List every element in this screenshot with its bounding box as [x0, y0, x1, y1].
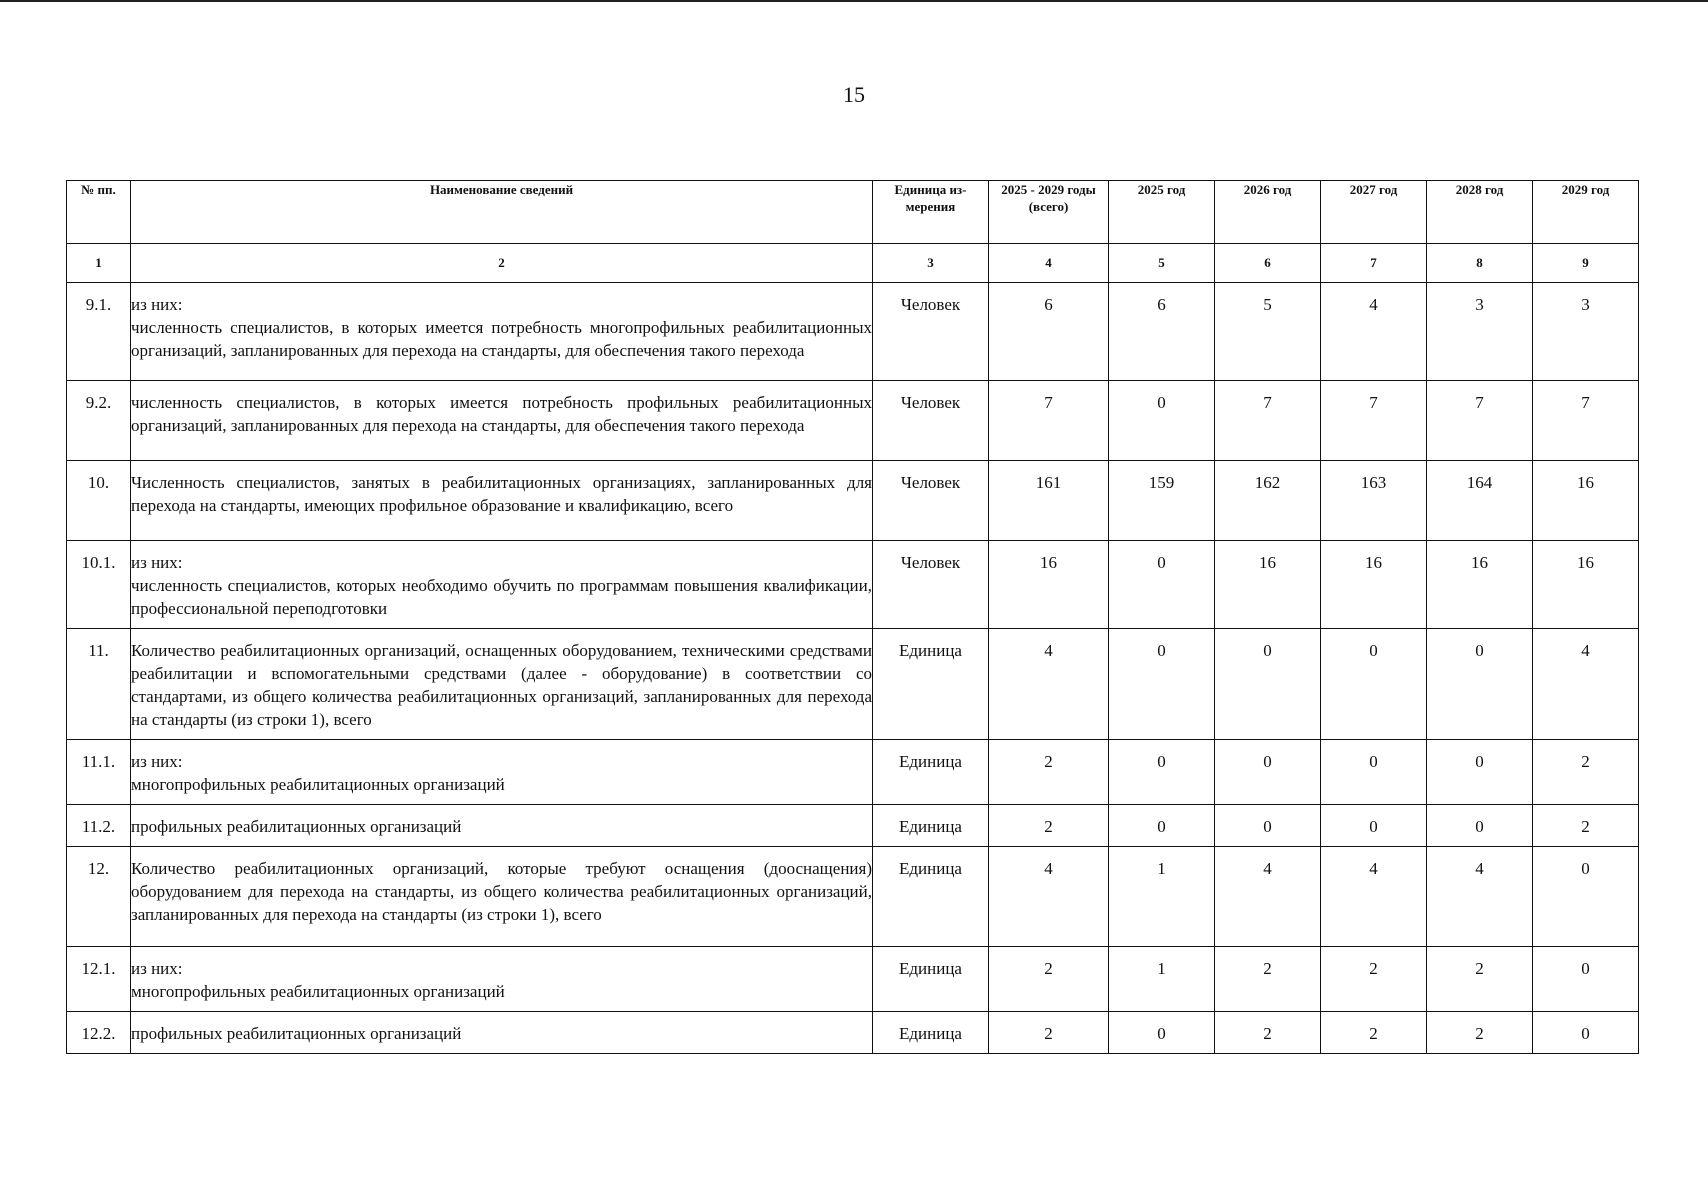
- row-number: 11.1.: [67, 740, 131, 805]
- row-value: 3: [1427, 283, 1533, 381]
- row-value: 1: [1109, 947, 1215, 1012]
- row-number: 9.1.: [67, 283, 131, 381]
- header-2026: 2026 год: [1215, 181, 1321, 244]
- row-name: из них: численность специалистов, которых необходимо обучить по программам повышения квалификации, профессиональной переподготовки: [131, 541, 873, 629]
- row-value: 163: [1321, 461, 1427, 541]
- column-number: 3: [873, 244, 989, 283]
- row-value: 16: [1533, 541, 1639, 629]
- row-value: 0: [1427, 740, 1533, 805]
- header-2027: 2027 год: [1321, 181, 1427, 244]
- row-value: 0: [1109, 1012, 1215, 1054]
- header-unit-label: Единица из-мерения: [894, 182, 967, 214]
- row-number: 10.: [67, 461, 131, 541]
- row-number: 10.1.: [67, 541, 131, 629]
- row-value: 4: [1533, 629, 1639, 740]
- row-unit: Единица: [873, 847, 989, 947]
- table-row: [67, 847, 1639, 947]
- row-value: 0: [1533, 847, 1639, 947]
- row-name: из них: многопрофильных реабилитационных организаций: [131, 947, 873, 1012]
- table-row: [67, 381, 1639, 461]
- column-number: 7: [1321, 244, 1427, 283]
- row-name: Количество реабилитационных организаций, которые требуют оснащения (дооснащения) оборудованием для перехода на стандарты, из общего количества реабилитационных организаций, запланированных для перехода на стандарты (из строки 1), всего: [131, 847, 873, 947]
- row-value: 161: [989, 461, 1109, 541]
- column-number: 5: [1109, 244, 1215, 283]
- row-value: 7: [1215, 381, 1321, 461]
- row-value: 16: [1427, 541, 1533, 629]
- row-number: 9.2.: [67, 381, 131, 461]
- row-unit: Единица: [873, 629, 989, 740]
- row-value: 0: [1215, 740, 1321, 805]
- column-number: 1: [67, 244, 131, 283]
- table-row: [67, 541, 1639, 629]
- row-value: 4: [1321, 847, 1427, 947]
- row-value: 2: [1321, 947, 1427, 1012]
- table-row: [67, 461, 1639, 541]
- header-2028: 2028 год: [1427, 181, 1533, 244]
- row-value: 16: [1533, 461, 1639, 541]
- table-row: [67, 629, 1639, 740]
- row-unit: Человек: [873, 541, 989, 629]
- row-value: 0: [1533, 1012, 1639, 1054]
- row-value: 7: [1321, 381, 1427, 461]
- row-unit: Человек: [873, 461, 989, 541]
- row-value: 0: [1427, 805, 1533, 847]
- row-value: 2: [1215, 1012, 1321, 1054]
- table-row: [67, 805, 1639, 847]
- row-value: 16: [1321, 541, 1427, 629]
- row-value: 162: [1215, 461, 1321, 541]
- row-unit: Человек: [873, 283, 989, 381]
- row-unit: Человек: [873, 381, 989, 461]
- row-value: 4: [1321, 283, 1427, 381]
- row-name: из них: многопрофильных реабилитационных организаций: [131, 740, 873, 805]
- row-unit: Единица: [873, 947, 989, 1012]
- data-table: [66, 180, 1639, 1054]
- row-value: 4: [1215, 847, 1321, 947]
- row-value: 2: [989, 1012, 1109, 1054]
- row-value: 7: [1427, 381, 1533, 461]
- row-value: 6: [1109, 283, 1215, 381]
- row-value: 0: [1109, 629, 1215, 740]
- row-unit: Единица: [873, 805, 989, 847]
- row-value: 0: [1109, 805, 1215, 847]
- row-value: 1: [1109, 847, 1215, 947]
- row-name: из них: численность специалистов, в которых имеется потребность многопрофильных реабилитационных организаций, запланированных для перехода на стандарты, для обеспечения такого перехода: [131, 283, 873, 381]
- row-value: 2: [1427, 1012, 1533, 1054]
- row-value: 7: [1533, 381, 1639, 461]
- row-value: 0: [1321, 629, 1427, 740]
- row-value: 2: [989, 805, 1109, 847]
- row-value: 0: [1321, 805, 1427, 847]
- row-unit: Единица: [873, 740, 989, 805]
- column-number: 2: [131, 244, 873, 283]
- top-rule: [0, 0, 1708, 2]
- row-name: профильных реабилитационных организаций: [131, 1012, 873, 1054]
- header-num: № пп.: [67, 181, 131, 244]
- column-number: 9: [1533, 244, 1639, 283]
- row-unit: Единица: [873, 1012, 989, 1054]
- column-number: 8: [1427, 244, 1533, 283]
- header-total-label: 2025 - 2029 годы (всего): [1001, 182, 1096, 214]
- row-name: профильных реабилитационных организаций: [131, 805, 873, 847]
- row-value: 6: [989, 283, 1109, 381]
- row-value: 0: [1427, 629, 1533, 740]
- header-2025: 2025 год: [1109, 181, 1215, 244]
- header-row: [67, 181, 1639, 244]
- row-value: 4: [1427, 847, 1533, 947]
- row-value: 2: [1427, 947, 1533, 1012]
- header-total: [989, 181, 1109, 244]
- row-value: 2: [1321, 1012, 1427, 1054]
- table-row: [67, 740, 1639, 805]
- row-value: 16: [1215, 541, 1321, 629]
- row-value: 2: [1533, 740, 1639, 805]
- row-value: 5: [1215, 283, 1321, 381]
- row-value: 0: [1533, 947, 1639, 1012]
- row-value: 0: [1109, 541, 1215, 629]
- header-2029: 2029 год: [1533, 181, 1639, 244]
- row-value: 4: [989, 847, 1109, 947]
- row-value: 16: [989, 541, 1109, 629]
- row-value: 0: [1109, 740, 1215, 805]
- row-value: 4: [989, 629, 1109, 740]
- row-value: 0: [1215, 629, 1321, 740]
- row-value: 0: [1321, 740, 1427, 805]
- row-value: 2: [1215, 947, 1321, 1012]
- column-number: 6: [1215, 244, 1321, 283]
- row-value: 0: [1215, 805, 1321, 847]
- table-row: [67, 947, 1639, 1012]
- row-number: 12.: [67, 847, 131, 947]
- row-number: 11.: [67, 629, 131, 740]
- table-body: [67, 283, 1639, 1054]
- column-number-row: [67, 244, 1639, 283]
- row-value: 0: [1109, 381, 1215, 461]
- row-name: численность специалистов, в которых имеется потребность профильных реабилитационных организаций, запланированных для перехода на стандарты, для обеспечения такого перехода: [131, 381, 873, 461]
- header-name: Наименование сведений: [131, 181, 873, 244]
- column-number: 4: [989, 244, 1109, 283]
- row-name: Численность специалистов, занятых в реабилитационных организациях, запланированных для перехода на стандарты, имеющих профильное образование и квалификацию, всего: [131, 461, 873, 541]
- row-value: 2: [989, 947, 1109, 1012]
- row-value: 159: [1109, 461, 1215, 541]
- header-unit: [873, 181, 989, 244]
- row-value: 2: [989, 740, 1109, 805]
- page-number: 15: [843, 82, 865, 107]
- row-number: 12.1.: [67, 947, 131, 1012]
- row-number: 11.2.: [67, 805, 131, 847]
- row-name: Количество реабилитационных организаций, оснащенных оборудованием, техническими средствами реабилитации и вспомогательными средствами (далее - оборудование) в соответствии со стандартами, из общего количества реабилитационных организаций, запланированных для перехода на стандарты (из строки 1), всего: [131, 629, 873, 740]
- table-row: [67, 283, 1639, 381]
- row-value: 164: [1427, 461, 1533, 541]
- row-value: 7: [989, 381, 1109, 461]
- row-number: 12.2.: [67, 1012, 131, 1054]
- row-value: 2: [1533, 805, 1639, 847]
- table-row: [67, 1012, 1639, 1054]
- row-value: 3: [1533, 283, 1639, 381]
